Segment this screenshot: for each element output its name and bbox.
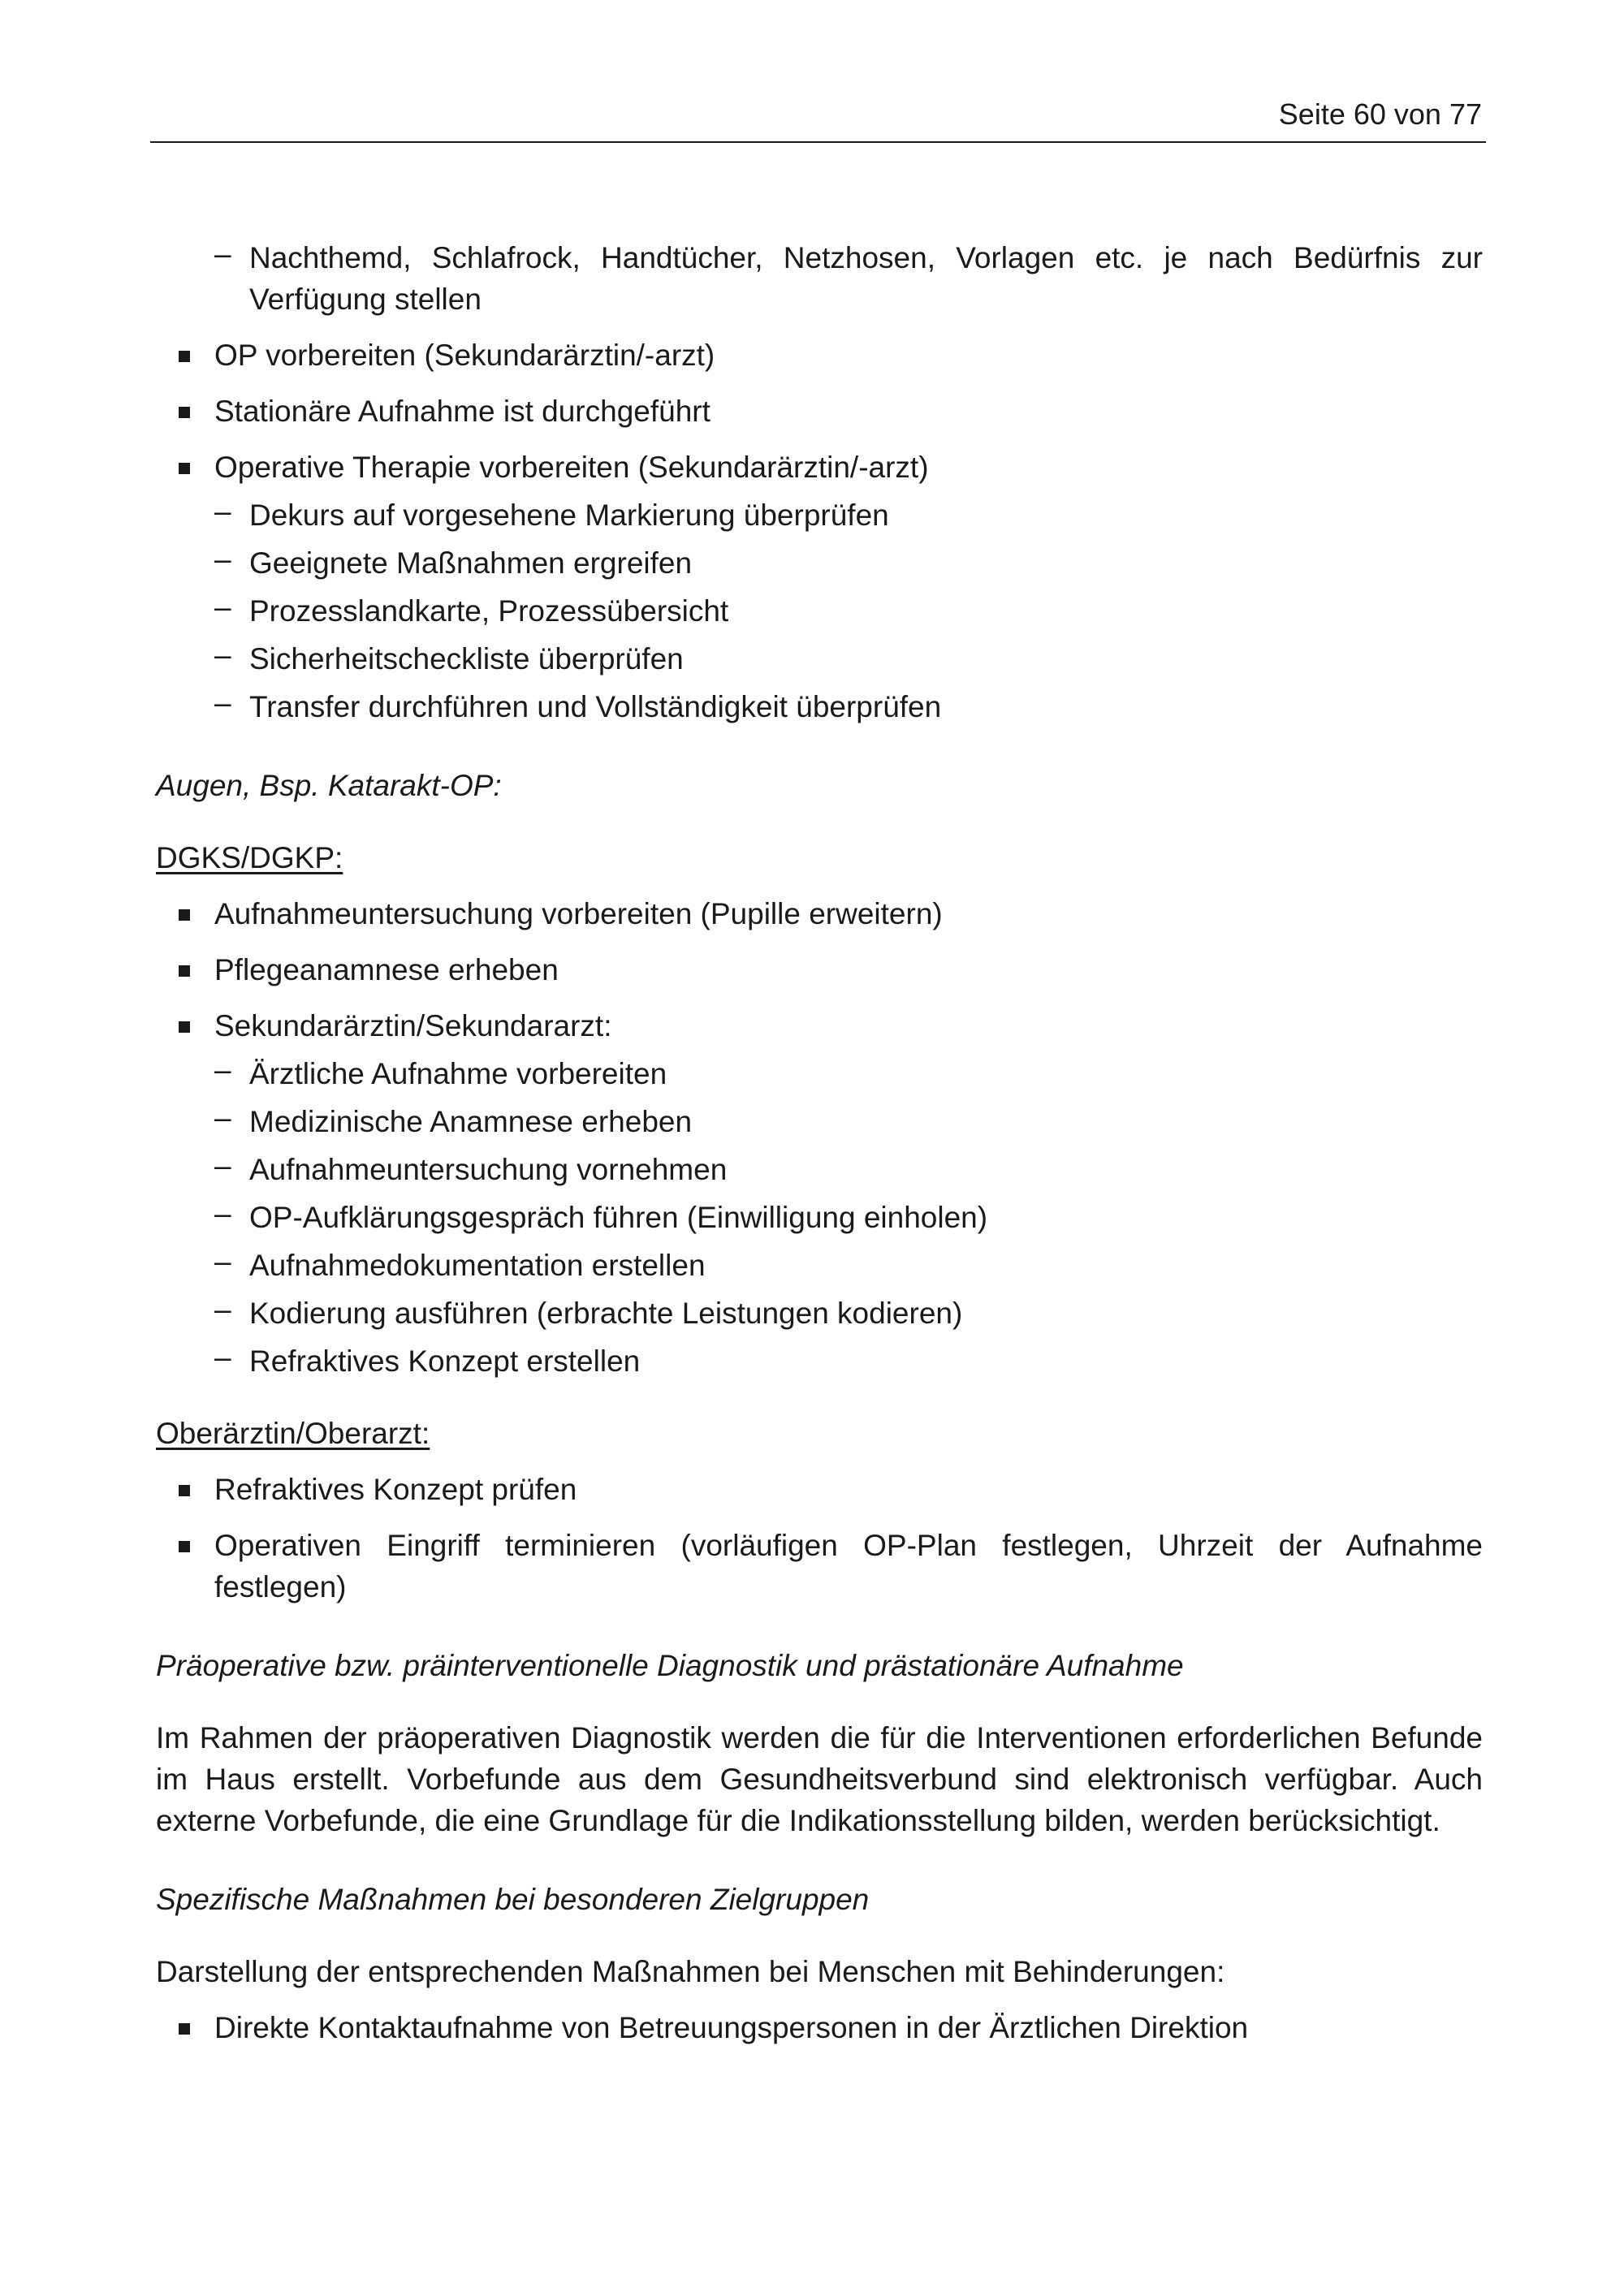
dash-item: – Nachthemd, Schlafrock, Handtücher, Netzhosen, Vorlagen etc. je nach Bedürfnis zur Verfügung stellen	[156, 237, 1483, 320]
dash-item: – Kodierung ausführen (erbrachte Leistungen kodieren)	[156, 1293, 1483, 1334]
dash-item: – Refraktives Konzept erstellen	[156, 1340, 1483, 1382]
dash-item: – Sicherheitscheckliste überprüfen	[156, 638, 1483, 680]
section-heading-diagnostics: Präoperative bzw. präinterventionelle Diagnostik und prästationäre Aufnahme	[156, 1649, 1184, 1682]
bullet-item: Refraktives Konzept prüfen	[156, 1469, 1483, 1510]
bullet-item: Operativen Eingriff terminieren (vorläufigen OP-Plan festlegen, Uhrzeit der Aufnahme festlegen)	[156, 1525, 1483, 1608]
page-number: Seite 60 von 77	[1278, 97, 1482, 131]
page-header	[150, 91, 1486, 143]
bullet-item: Direkte Kontaktaufnahme von Betreuungspersonen in der Ärztlichen Direktion	[156, 2007, 1483, 2048]
document-body	[156, 237, 1483, 2048]
dash-item: – Dekurs auf vorgesehene Markierung überprüfen	[156, 494, 1483, 536]
bullet-item: Pflegeanamnese erheben	[156, 949, 1483, 990]
dash-item: – Aufnahmeuntersuchung vornehmen	[156, 1149, 1483, 1190]
bullet-item: Aufnahmeuntersuchung vorbereiten (Pupille erweitern)	[156, 893, 1483, 934]
role-label-dgks: DGKS/DGKP:	[156, 841, 343, 874]
bullet-item: Sekundarärztin/Sekundararzt:	[156, 1005, 1483, 1047]
paragraph-target-groups: Darstellung der entsprechenden Maßnahmen bei Menschen mit Behinderungen:	[156, 1955, 1225, 1988]
dash-item: – Geeignete Maßnahmen ergreifen	[156, 542, 1483, 584]
bullet-item: Operative Therapie vorbereiten (Sekundarärztin/-arzt)	[156, 447, 1483, 488]
dash-item: – Aufnahmedokumentation erstellen	[156, 1245, 1483, 1286]
dash-item: – Ärztliche Aufnahme vorbereiten	[156, 1053, 1483, 1094]
dash-item: – Prozesslandkarte, Prozessübersicht	[156, 590, 1483, 632]
paragraph-diagnostics: Im Rahmen der präoperativen Diagnostik werden die für die Interventionen erforderlichen Befunde im Haus erstellt. Vorbefunde aus dem Gesundheitsverbund sind elektronisch verfügbar. Auch externe Vorbefunde, die eine Grundlage für die Indikationsstellung bilden, werden berücksichtigt.	[156, 1721, 1483, 1837]
bullet-item: Stationäre Aufnahme ist durchgeführt	[156, 391, 1483, 432]
section-heading-target-groups: Spezifische Maßnahmen bei besonderen Zielgruppen	[156, 1883, 870, 1916]
section-heading-eyes: Augen, Bsp. Katarakt-OP:	[156, 769, 502, 802]
dash-item: – OP-Aufklärungsgespräch führen (Einwilligung einholen)	[156, 1197, 1483, 1238]
dash-item: – Medizinische Anamnese erheben	[156, 1101, 1483, 1142]
dash-item: – Transfer durchführen und Vollständigkeit überprüfen	[156, 686, 1483, 727]
role-label-oberarzt: Oberärztin/Oberarzt:	[156, 1417, 430, 1450]
bullet-item: OP vorbereiten (Sekundarärztin/-arzt)	[156, 334, 1483, 376]
